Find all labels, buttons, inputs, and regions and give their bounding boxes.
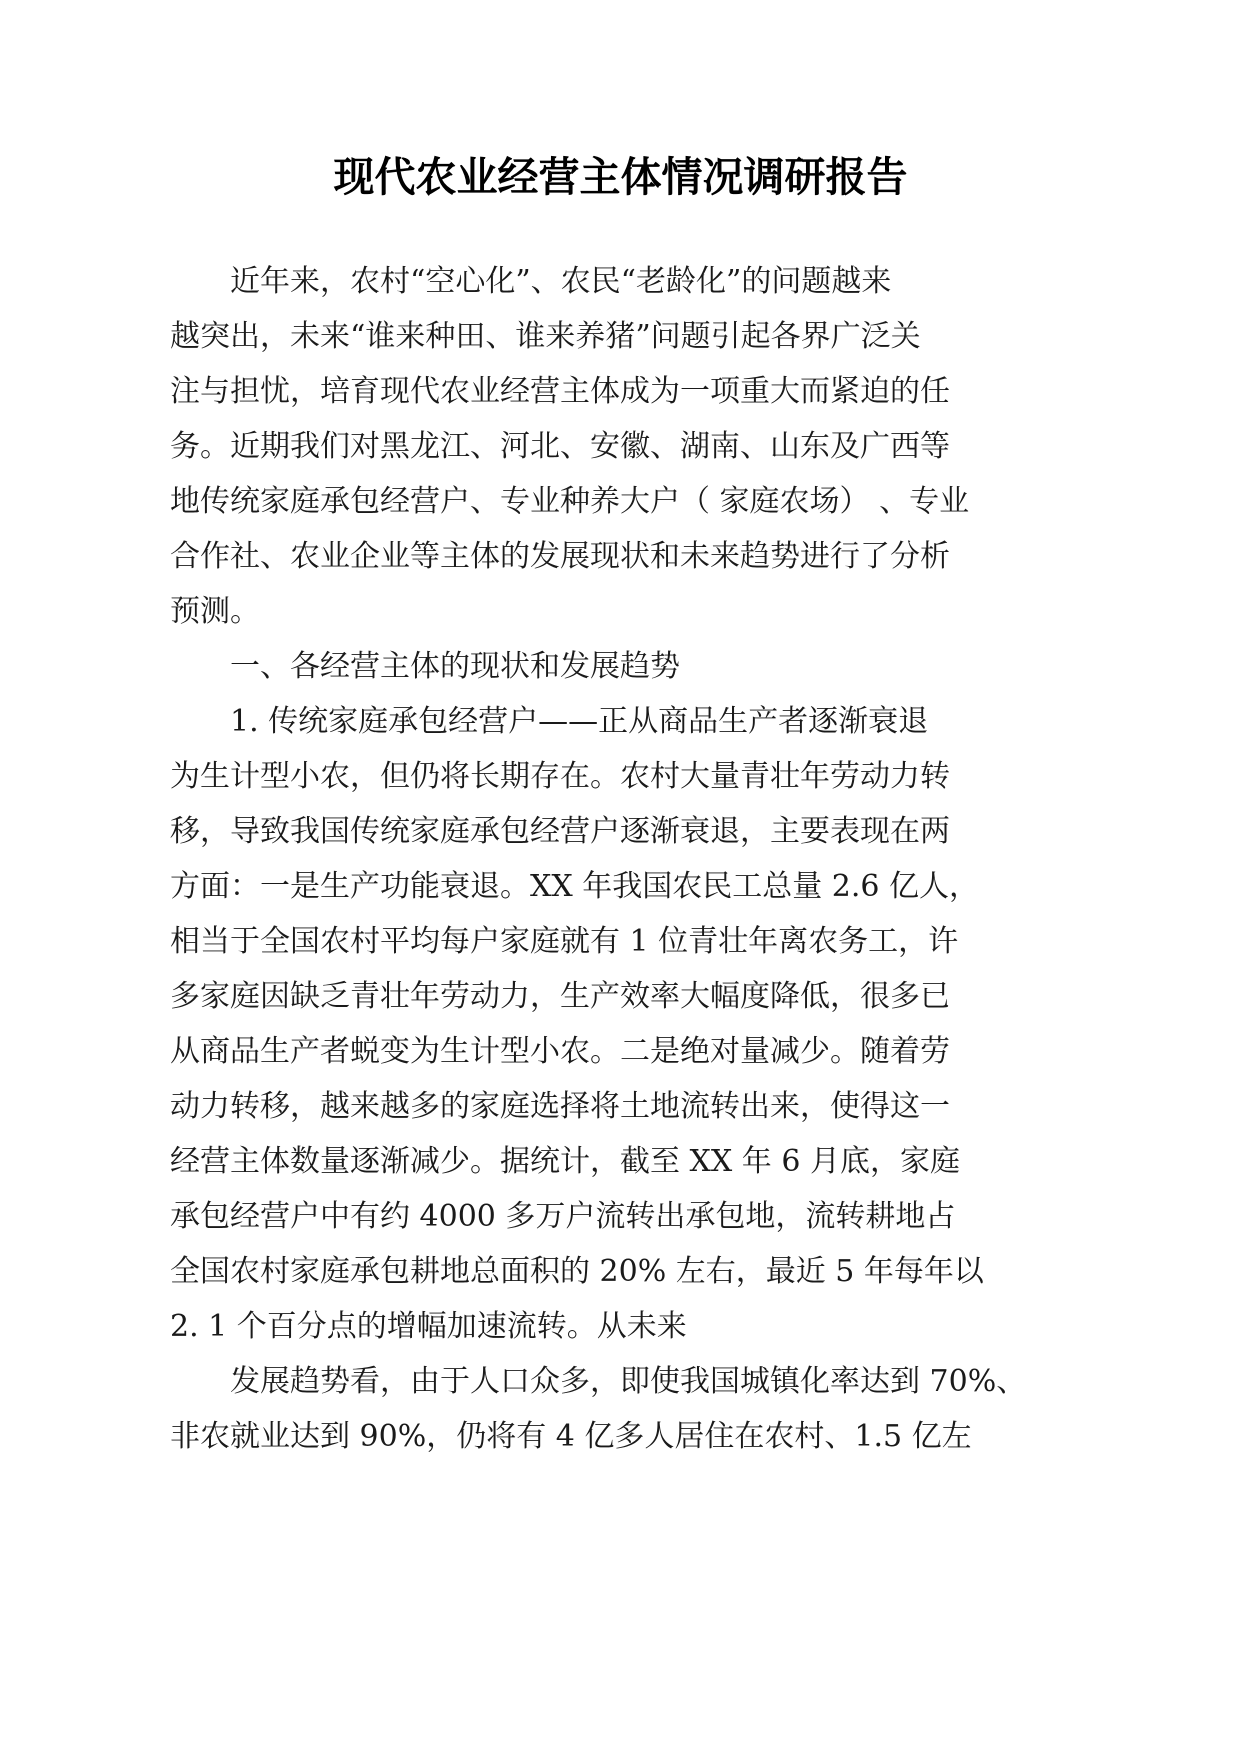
paragraph-line: 近年来，农村“空心化”、农民“老龄化”的问题越来 <box>230 264 892 299</box>
paragraph-line: 经营主体数量逐渐减少。据统计，截至 XX 年 6 月底，家庭 <box>170 1144 960 1179</box>
paragraph-line: 动力转移，越来越多的家庭选择将土地流转出来，使得这一 <box>170 1089 950 1124</box>
paragraph-line: 预测。 <box>170 594 260 629</box>
paragraph-line: 为生计型小农，但仍将长期存在。农村大量青壮年劳动力转 <box>170 759 950 794</box>
paragraph-line: 方面：一是生产功能衰退。XX 年我国农民工总量 2.6 亿人， <box>170 869 980 904</box>
document-title: 现代农业经营主体情况调研报告 <box>333 153 908 201</box>
section-heading: 一、各经营主体的现状和发展趋势 <box>230 649 680 684</box>
paragraph-line: 多家庭因缺乏青壮年劳动力，生产效率大幅度降低，很多已 <box>170 979 950 1014</box>
paragraph-line: 非农就业达到 90%，仍将有 4 亿多人居住在农村、1.5 亿左 <box>170 1419 972 1454</box>
paragraph-line: 全国农村家庭承包耕地总面积的 20% 左右，最近 5 年每年以 <box>170 1254 984 1289</box>
paragraph-line: 注与担忧，培育现代农业经营主体成为一项重大而紧迫的任 <box>170 374 950 409</box>
paragraph-line: 合作社、农业企业等主体的发展现状和未来趋势进行了分析 <box>170 539 950 574</box>
paragraph-line: 地传统家庭承包经营户、专业种养大户（ 家庭农场） 、专业 <box>170 484 970 519</box>
paragraph-line: 务。近期我们对黑龙江、河北、安徽、湖南、山东及广西等 <box>170 429 950 464</box>
paragraph-line: 1. 传统家庭承包经营户——正从商品生产者逐渐衰退 <box>230 704 929 739</box>
paragraph-line: 越突出，未来“谁来种田、谁来养猪”问题引起各界广泛关 <box>170 319 921 354</box>
paragraph-line: 移，导致我国传统家庭承包经营户逐渐衰退，主要表现在两 <box>170 814 950 849</box>
paragraph-line: 相当于全国农村平均每户家庭就有 1 位青壮年离农务工，许 <box>170 924 959 959</box>
paragraph-line: 发展趋势看，由于人口众多，即使我国城镇化率达到 70%、 <box>230 1364 1027 1399</box>
paragraph-line: 2. 1 个百分点的增幅加速流转。从未来 <box>170 1309 687 1344</box>
paragraph-line: 从商品生产者蜕变为生计型小农。二是绝对量减少。随着劳 <box>170 1034 950 1069</box>
paragraph-line: 承包经营户中有约 4000 多万户流转出承包地，流转耕地占 <box>170 1199 956 1234</box>
